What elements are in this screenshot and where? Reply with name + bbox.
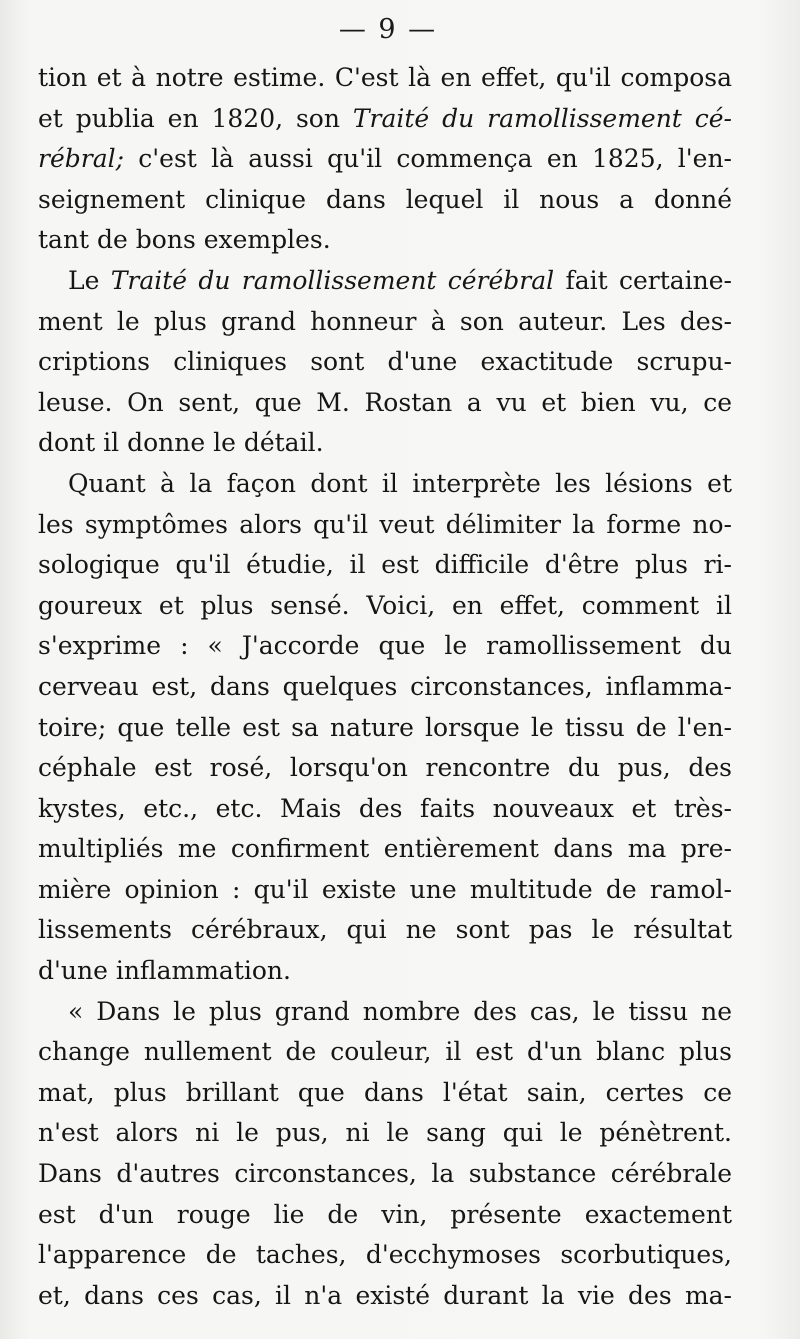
text-line: cerveau est, dans quelques circonstances, inflamma- <box>38 671 732 701</box>
text-line: tion et à notre estime. C'est là en effet, qu'il composa <box>38 63 732 92</box>
paragraph <box>38 992 732 1317</box>
text-line: sologique qu'il étudie, il est difficile d'être plus ri- <box>38 550 732 580</box>
text-line: dont il donne le détail. <box>38 428 324 458</box>
text-line: n'est alors ni le pus, ni le sang qui le pénètrent. <box>38 1118 732 1148</box>
text-line: lissements cérébraux, qui ne sont pas le résultat <box>38 915 732 945</box>
text-line: Quant à la façon dont il interprète les lésions et <box>68 468 732 498</box>
text-line: d'une inflammation. <box>38 956 291 986</box>
page-number: — 9 — <box>338 14 438 45</box>
text-line: rébral; c'est là aussi qu'il commença en 1825, l'en- <box>38 144 732 174</box>
body-text <box>38 58 732 1316</box>
text-line: toire; que telle est sa nature lorsque le tissu de l'en- <box>38 712 732 742</box>
text-line: l'apparence de taches, d'ecchymoses scorbutiques, <box>38 1240 732 1270</box>
text-line: goureux et plus sensé. Voici, en effet, comment il <box>38 590 732 620</box>
text-line: leuse. On sent, que M. Rostan a vu et bien vu, ce <box>38 387 732 417</box>
text-line: mat, plus brillant que dans l'état sain, certes ce <box>38 1077 732 1107</box>
text-line: est d'un rouge lie de vin, présente exactement <box>38 1199 732 1229</box>
text-line: change nullement de couleur, il est d'un blanc plus <box>38 1037 732 1067</box>
text-line: kystes, etc., etc. Mais des faits nouveaux et très- <box>38 793 732 823</box>
text-line: tant de bons exemples. <box>38 225 331 255</box>
text-line: céphale est rosé, lorsqu'on rencontre du pus, des <box>38 753 732 783</box>
text-line: « Dans le plus grand nombre des cas, le tissu ne <box>68 996 732 1026</box>
paragraph <box>38 58 732 261</box>
text-line: multipliés me confirment entièrement dans ma pre- <box>38 834 732 864</box>
text-line: criptions cliniques sont d'une exactitude scrupu- <box>38 347 732 377</box>
text-line: ment le plus grand honneur à son auteur. Les des- <box>38 306 732 336</box>
text-line: et, dans ces cas, il n'a existé durant la vie des ma- <box>38 1280 732 1310</box>
text-line: seignement clinique dans lequel il nous a donné <box>38 184 732 214</box>
paragraph <box>38 261 732 464</box>
paragraph <box>38 464 732 992</box>
text-line: mière opinion : qu'il existe une multitude de ramol- <box>38 874 732 904</box>
text-line: Le Traité du ramollissement cérébral fait certaine- <box>68 265 732 295</box>
text-line: s'exprime : « J'accorde que le ramollissement du <box>38 631 732 661</box>
text-line: Dans d'autres circonstances, la substance cérébrale <box>38 1159 732 1189</box>
text-line: les symptômes alors qu'il veut délimiter la forme no- <box>38 509 732 539</box>
text-line: et publia en 1820, son Traité du ramollissement cé- <box>38 103 732 133</box>
